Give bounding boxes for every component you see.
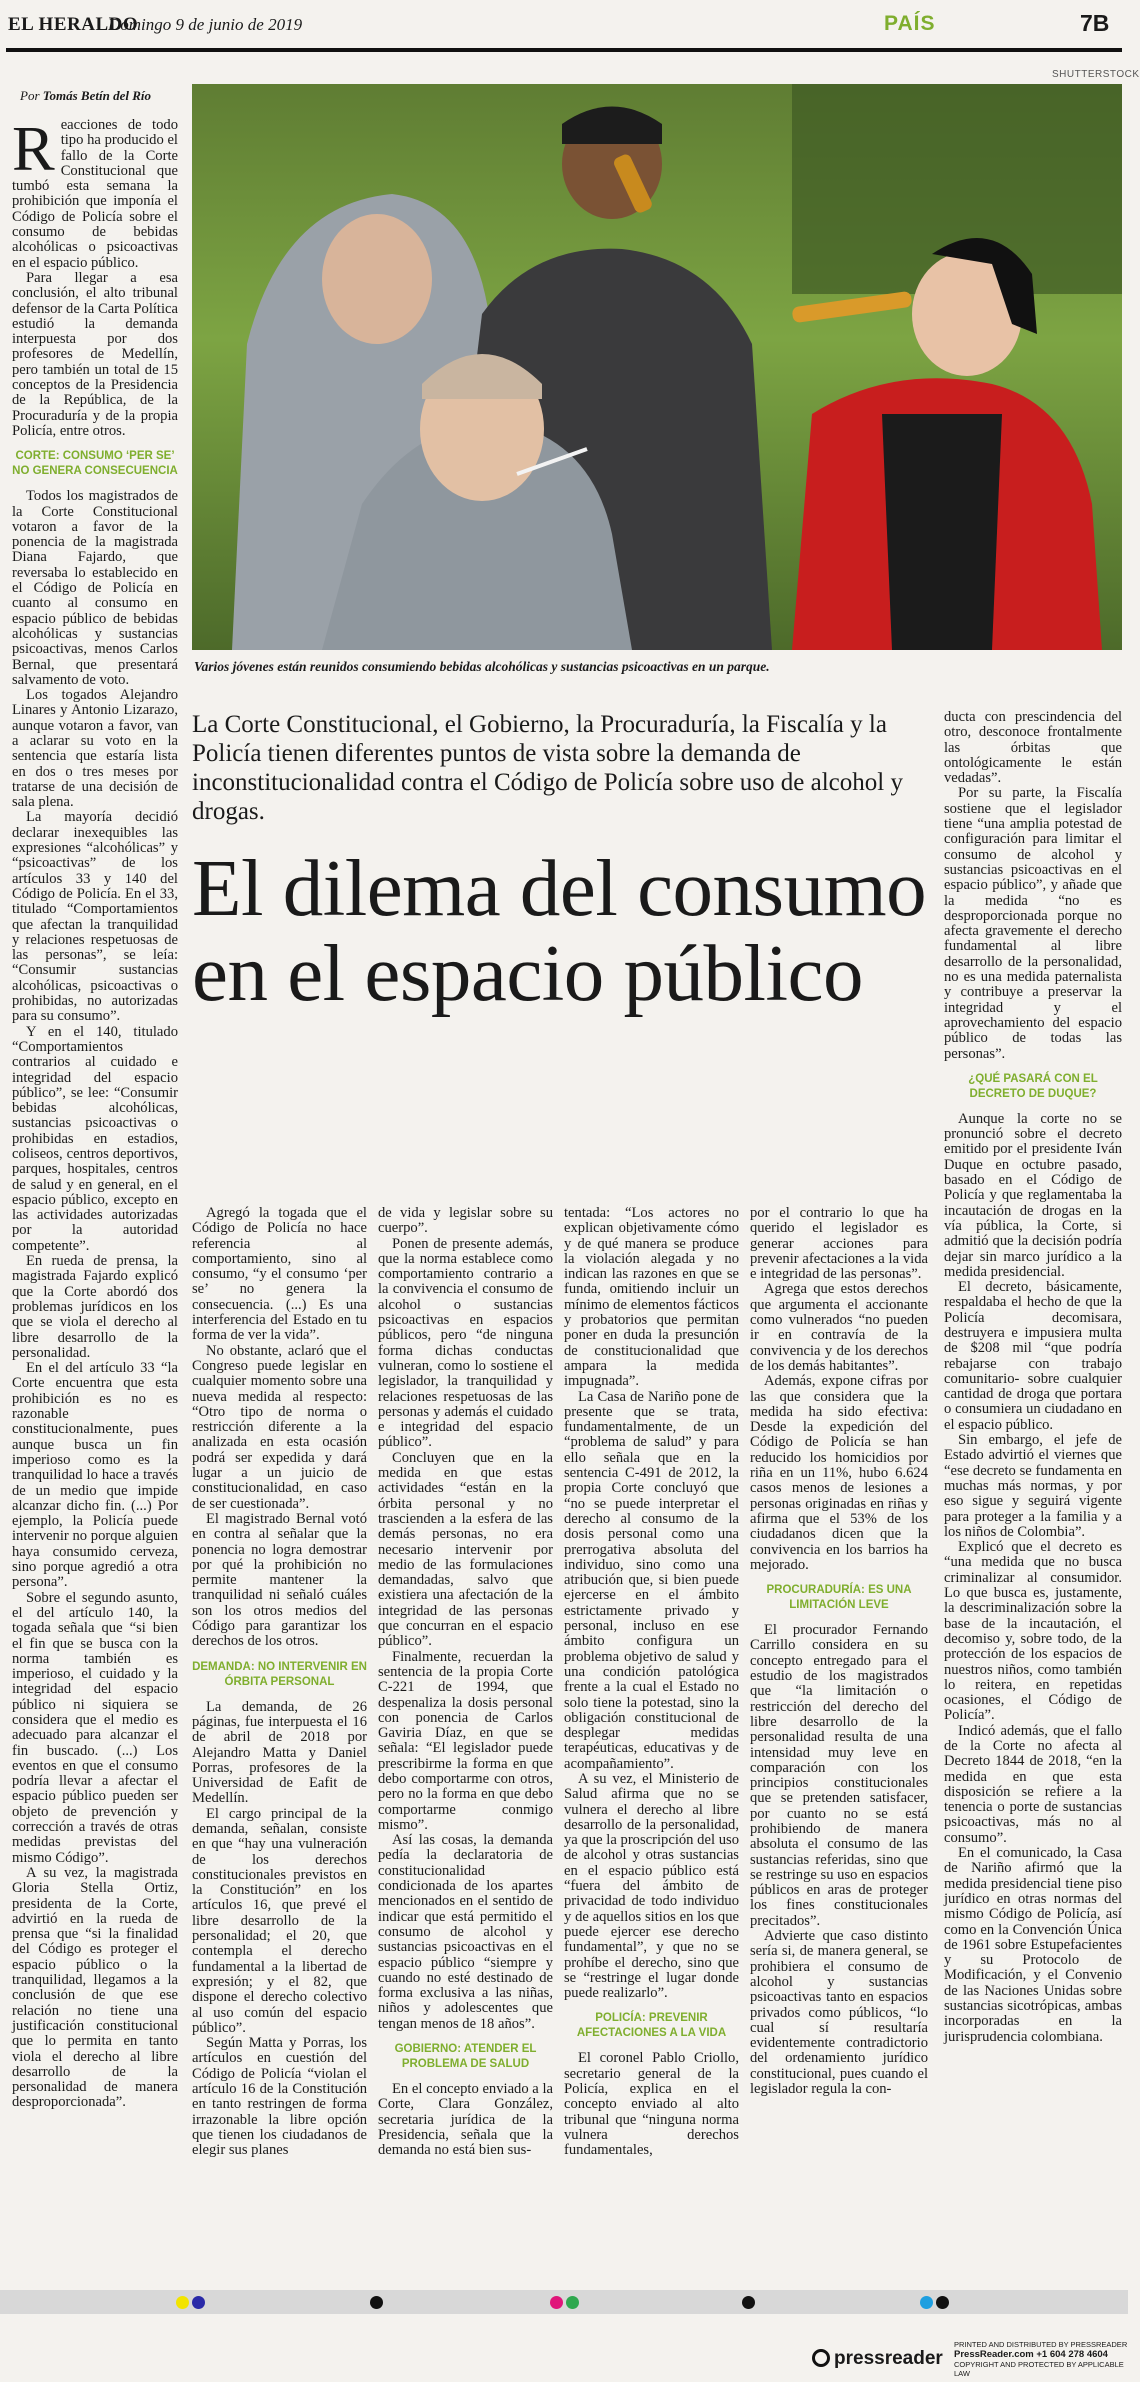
article-column-3 [378, 1206, 553, 2284]
paragraph: Ponen de presente además, que la norma establece como comportamiento contrario a la convivencia el consumo de alcohol o sustancias psicoactivas en espacios públicos, pero “de ninguna forma dichas conductas vulneran, como lo sostiene el legislador, la tranquilidad y relaciones respetuosas de las personas y además el cuidado e integridad del espacio público”. [378, 1235, 553, 1451]
cyan-registration-dot [920, 2296, 933, 2309]
subhead: GOBIERNO: ATENDER EL PROBLEMA DE SALUD [394, 2043, 537, 2071]
paragraph: tentada: “Los actores no explican objetivamente cómo y de qué manera se produce la violación alegada y no indican las razones en que se funda, omitiendo incluir un mínimo de elementos fácticos y probatorios que permitan poner en duda la presunción de constitucionalidad que ampara la medida impugnada”. [564, 1205, 739, 1390]
green-registration-dot [566, 2296, 579, 2309]
paragraph: Los togados Alejandro Linares y Antonio Lizarazo, aunque votaron a favor, van a aclarar su voto en la sentencia que estaría lista en dos o tres meses por tratarse de una decisión de sala plena. [12, 687, 178, 811]
paragraph: El procurador Fernando Carrillo considera en su concepto entregado para el estudio de los magistrados que “la limitación o restricción del derecho del libre desarrollo de la personalidad resulta de una intensidad muy leve en comparación con los principios constitucionales que se pretenden satisfacer, por cuanto no se está prohibiendo de manera absoluta el consumo de las sustancias referidas, sino que se restringe su uso en espacios públicos en aras de proteger los fines constitucionales precitados”. [750, 1622, 928, 1929]
lead-photo [192, 84, 1122, 650]
black-registration-dot [936, 2296, 949, 2309]
page-header [0, 0, 1128, 52]
paragraph: Por su parte, la Fiscalía sostiene que el legislador tiene “una amplia potestad de configuración para limitar el consumo de alcohol y sustancias psicoactivas en el espacio público”, y añade que la medida “no es desproporcionada porque no afecta gravemente el derecho fundamental al libre desarrollo de la personalidad, no es una medida paternalista y contribuye a preservar la integridad y el aprovechamiento del espacio público de todas las personas”. [944, 785, 1122, 1062]
paragraph: Indicó además, que el fallo de la Corte no afecta al Decreto 1844 de 2018, “en la medida en que esta disposición se refiere a la tenencia o porte de sustancias psicoactivas, más no al consumo”. [944, 1722, 1122, 1846]
photo-credit: SHUTTERSTOCK [1052, 69, 1140, 80]
paragraph: Y en el 140, titulado “Comportamientos contrarios al cuidado e integridad del espacio público”, se lee: “Consumir bebidas alcohólicas, sustancias psicoactivas o prohibidas en estadios, coliseos, centros deportivos, parques, hospitales, centros de salud y en general, en el espacio público, excepto en las actividades autorizadas por la autoridad competente”. [12, 1023, 178, 1254]
paragraph: En rueda de prensa, la magistrada Fajardo explicó que la Corte abordó dos problemas jurídicos en los que se viola el derecho al libre desarrollo de la personalidad. [12, 1253, 178, 1361]
paragraph: ducta con prescindencia del otro, desconoce frontalmente las órbitas que ontológicamente le están vedadas”. [944, 709, 1122, 787]
paragraph: La mayoría decidió declarar inexequibles las expresiones “alcohólicas” y “psicoactivas” de los artículos 33 y 140 del Código de Policía. En el 33, titulado “Comportamientos que afectan la tranquilidad y relaciones respetuosas de las personas”, se leía: “Consumir sustancias alcohólicas, psicoactivas o prohibidas, no autorizadas para su consumo”. [12, 809, 178, 1025]
black-registration-dot [742, 2296, 755, 2309]
paragraph: Para llegar a esa conclusión, el alto tribunal defensor de la Carta Política estudió la demanda interpuesta por dos profesores de Medellín, pero también un total de 15 conceptos de la Presidencia de la República, de la Procuraduría y de la propia Policía, entre otros. [12, 269, 178, 439]
article-column-1 [12, 113, 178, 2283]
pressreader-info [954, 2340, 1128, 2378]
paragraph: Así las cosas, la demanda pedía la declaratoria de constitucionalidad condicionada de los apartes mencionados en el sentido de indicar que está permitido el consumo de alcohol y sustancias psicoactivas en el espacio público “siempre y cuando no esté destinado de forma exclusiva a las niñas, niños y adolescentes que tengan menos de 18 años”. [378, 1832, 553, 2032]
byline [20, 88, 151, 104]
print-registration-strip [0, 2290, 1128, 2314]
paragraph: Agrega que estos derechos que argumenta el accionante como vulnerados “no pueden ir en contravía de la convivencia y de los derechos de los demás habitantes”. [750, 1281, 928, 1374]
blue-registration-dot [192, 2296, 205, 2309]
paragraph: Además, expone cifras por las que considera que la medida ha sido efectiva: Desde la expedición del Código de Policía se han reducido los homicidios por riña en un 11%, hubo 6.624 casos menos de lesiones a personas originadas en riñas y afirma que el 53% de los ciudadanos dicen que la convivencia en los barrios ha mejorado. [750, 1373, 928, 1573]
issue-date: Domingo 9 de junio de 2019 [108, 15, 303, 34]
paragraph: La Casa de Nariño pone de presente que se trata, fundamentalmente, de un “problema de salud” y para ello señala que en la sentencia C-491 de 2012, la propia Corte concluyó que “no se puede interpretar el derecho al consumo de la dosis personal como una prerrogativa absoluta del individuo, sino como una atribución que, si bien puede ejercerse en el ámbito estrictamente privado y personal, incluso en ese ámbito configura un problema objetivo de salud y una condición patológica frente a la cual el Estado no solo tiene la potestad, sino la obligación constitucional de desplegar medidas terapéuticas, educativas y de acompañamiento”. [564, 1388, 739, 1772]
subhead: PROCURADURÍA: ES UNA LIMITACIÓN LEVE [766, 1584, 912, 1612]
section-name: PAÍS [884, 12, 936, 35]
paragraph: Según Matta y Porras, los artículos en cuestión del Código de Policía “violan el artículo 16 de la Constitución en tanto restringen de forma irrazonable la libre opción que tienen los ciudadanos de elegir sus planes [192, 2035, 367, 2159]
paragraph: En el del artículo 33 “la Corte encuentra que esta prohibición es no es razonable constitucionalmente, pues aunque busca un fin imperioso como es la tranquilidad lo hace a través de un medio que impide alcanzar dicho fin. (...) Por ejemplo, la Policía puede intervenir no porque alguien haya consumido cerveza, sino porque agredió a otra persona”. [12, 1360, 178, 1591]
paragraph: El decreto, básicamente, respaldaba el hecho de que la Policía decomisara, destruyera e impusiera multa de $208 mil “que podría rebajarse con trabajo comunitario- sobre cualquier cantidad de droga que portara o consumiera un ciudadano en el espacio público. [944, 1279, 1122, 1433]
paragraph: por el contrario lo que ha querido el legislador es generar acciones para prevenir afectaciones a la vida e integridad de las personas”. [750, 1205, 928, 1283]
paragraph: El cargo principal de la demanda, señalan, consiste en que “hay una vulneración de los derechos constitucionales previstos en la Constitución” en los artículos 16, que prevé el libre desarrollo de la personalidad; el 20, que contempla el derecho fundamental a la libertad de expresión; y el 82, que dispone el derecho colectivo al uso común del espacio público”. [192, 1805, 367, 2036]
pressreader-line-1: PRINTED AND DISTRIBUTED BY PRESSREADER [954, 2340, 1128, 2349]
paragraph: Todos los magistrados de la Corte Constitucional votaron a favor de la ponencia de la magistrada Diana Fajardo, que reversaba lo establecido en el Código de Policía en cuanto al consumo en espacio público de bebidas alcohólicas y sustancias psicoactivas, menos Carlos Bernal, que presentará salvamento de voto. [12, 488, 178, 688]
header-rule [6, 48, 1122, 52]
paragraph: Finalmente, recuerdan la sentencia de la propia Corte C-221 de 1994, que despenaliza la dosis personal con ponencia de Carlos Gaviria Díaz, en que se señala: “El legislador puede prescribirme la forma en que debo comportarme con otros, pero no la forma en que debo comportarme conmigo mismo”. [378, 1648, 553, 1833]
paragraph: Advierte que caso distinto sería si, de manera general, se prohibiera el consumo de alcohol y sustancias psicoactivas tanto en espacios privados como públicos, “lo cual sí resultaría evidentemente contradictorio del ordenamiento jurídico constitucional, pues cuando el legislador regula la con- [750, 1928, 928, 2098]
pressreader-icon [812, 2349, 830, 2367]
pressreader-line-2: PressReader.com +1 604 278 4604 [954, 2349, 1108, 2360]
paragraph: Aunque la corte no se pronunció sobre el decreto emitido por el presidente Iván Duque en octubre pasado, basado en el Código de Policía y que reglamentaba la incautación de drogas en la vía pública, la Corte, si admitió que la decisión podría dejar sin marco jurídico a la medida presidencial. [944, 1110, 1122, 1280]
yellow-registration-dot [176, 2296, 189, 2309]
paragraph: En el concepto enviado a la Corte, Clara González, secretaria jurídica de la Presidencia, señala que la demanda no está bien sus- [378, 2081, 553, 2159]
deck: La Corte Constitucional, el Gobierno, la Procuraduría, la Fiscalía y la Policía tienen diferentes puntos de vista sobre la demanda de inconstitucionalidad contra el Código de Policía sobre uso de alcohol y drogas. [192, 711, 903, 825]
paragraph: A su vez, la magistrada Gloria Stella Ortiz, presidenta de la Corte, advirtió en la rueda de prensa que “si la finalidad del Código es proteger el espacio público o la tranquilidad, llegamos a la conclusión de que ese relación no tiene una justificación constitucional que lo permita en tanto viola el derecho al libre desarrollo de la personalidad de manera desproporcionada”. [12, 1864, 178, 2111]
lead-paragraph [12, 113, 178, 271]
drop-cap: R [12, 113, 55, 184]
pressreader-line-3: COPYRIGHT AND PROTECTED BY APPLICABLE LAW [954, 2360, 1124, 2378]
byline-author: Tomás Betín del Río [42, 88, 151, 103]
magenta-registration-dot [550, 2296, 563, 2309]
page-number: 7B [1080, 10, 1110, 36]
article-column-2 [192, 1206, 367, 2284]
paragraph: El coronel Pablo Criollo, secretario general de la Policía, explica en el concepto enviado al alto tribunal que “ninguna norma vulnera derechos fundamentales, [564, 2050, 739, 2159]
subhead: DEMANDA: NO INTERVENIR EN ÓRBITA PERSONAL [192, 1660, 367, 1688]
newspaper-name: EL HERALDO [8, 14, 139, 35]
paragraph: En el comunicado, la Casa de Nariño afirmó que la medida presidencial tiene piso jurídico en otras normas del mismo Código de Policía, así como en la Convención Única de 1961 sobre Estupefacientes y su Protocolo de Modificación, y el Convenio de las Naciones Unidas sobre sustancias sicotrópicas, ambas incorporadas en la jurisprudencia colombiana. [944, 1845, 1122, 2045]
black-registration-dot [370, 2296, 383, 2309]
byline-prefix: Por [20, 88, 40, 103]
photo-caption: Varios jóvenes están reunidos consumiendo bebidas alcohólicas y sustancias psicoactivas en un parque. [194, 659, 770, 674]
headline: El dilema del consumo en el espacio público [192, 843, 927, 1018]
paragraph: Concluyen que en la medida en que estas actividades “están en la órbita personal y no trascienden a la esfera de las demás personas, no era necesario intervenir por medio de las formulaciones demandadas, salvo que existiera una afectación de la integridad de las personas que concurran en el espacio público”. [378, 1449, 553, 1650]
paragraph: No obstante, aclaró que el Congreso puede legislar en cualquier momento sobre una nueva medida al respecto: “Otro tipo de norma o restricción diferente a la analizada en esta ocasión podrá ser expedida y dará lugar a un juicio de constitucionalidad, en caso de ser cuestionada”. [192, 1342, 367, 1512]
paragraph: Sobre el segundo asunto, el del artículo 140, la togada señala que “si bien el fin que se busca con la norma también es imperioso, el cuidado y la integridad del espacio público ni siquiera se considera que el medio es adecuado para alcanzar el fin buscado. (...) Los eventos en que el consumo podría llevar a afectar el espacio público pueden ser objeto de prevención y corrección a través de otras medidas previstas del mismo Código”. [12, 1589, 178, 1866]
subhead: POLICÍA: PREVENIR AFECTACIONES A LA VIDA [576, 2012, 727, 2040]
paragraph: El magistrado Bernal votó en contra al señalar que la ponencia no logra demostrar por qué la prohibición no permite mantener la tranquilidad ni señaló cuáles son los otros medios del Código para garantizar los derechos de los otros. [192, 1510, 367, 1650]
paragraph: La demanda, de 26 páginas, fue interpuesta el 16 de abril de 2018 por Alejandro Matta y Daniel Porras, profesores de la Universidad de Eafit de Medellín. [192, 1698, 367, 1807]
article-column-4 [564, 1206, 739, 2284]
pressreader-logo [812, 2348, 943, 2370]
paragraph: A su vez, el Ministerio de Salud afirma que no se vulnera el derecho al libre desarrollo de la personalidad, ya que la proscripción del uso de alcohol y otras sustancias en el espacio público está “fuera del ámbito de privacidad de todo individuo y de aquellos sitios en los que puede ejercer ese derecho fundamental”, y que no se prohíbe el derecho, sino que se “restringe el lugar donde puede realizarlo”. [564, 1770, 739, 2002]
subhead: CORTE: CONSUMO ‘PER SE’ NO GENERA CONSECUENCIA [12, 450, 178, 478]
subhead: ¿QUÉ PASARÁ CON EL DECRETO DE DUQUE? [968, 1072, 1098, 1100]
paragraph: Agregó la togada que el Código de Policía no hace referencia al comportamiento, sino al consumo, “y el consumo ‘per se’ no genera la consecuencia. (...) Es una interferencia del Estado en tu forma de ver la vida”. [192, 1205, 367, 1344]
photo-illustration [192, 84, 1122, 650]
article-column-5 [750, 1206, 928, 2284]
pressreader-wordmark: pressreader [834, 2348, 943, 2369]
paragraph: de vida y legislar sobre su cuerpo”. [378, 1205, 553, 1237]
paragraph: Explicó que el decreto es “una medida que no busca criminalizar al consumidor. Lo que busca es, justamente, la descriminalización sobre la base de la incautación, el decomiso y, sobre todo, de la protección de los espacios de nuestros niños, como también lo reitera, en repetidas ocasiones, el Código de Policía”. [944, 1539, 1122, 1724]
paragraph: Sin embargo, el jefe de Estado advirtió el viernes que “ese decreto se fundamenta en muchas más normas, y por eso sigue y seguirá vigente para proteger a la familia y a los niños de Colombia”. [944, 1432, 1122, 1540]
paragraph-text: eacciones de todo tipo ha producido el fallo de la Corte Constitucional que tumbó esta semana la prohibición que imponía el Código de Policía sobre el consumo de bebidas alcohólicas o psicoactivas en el espacio público. [12, 117, 178, 271]
article-column-6 [944, 710, 1122, 2284]
